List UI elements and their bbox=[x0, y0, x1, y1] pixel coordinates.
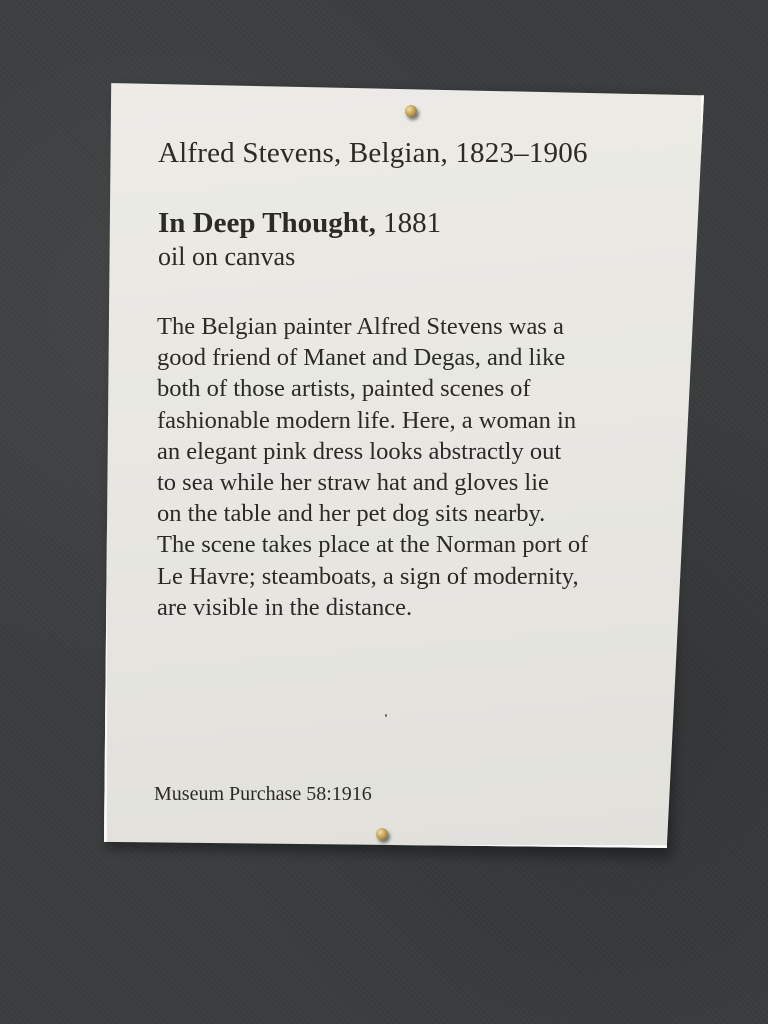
bottom-mounting-pin-icon bbox=[376, 828, 388, 840]
dust-speck bbox=[385, 714, 387, 717]
description-line: are visible in the distance. bbox=[157, 593, 413, 621]
description-line: The Belgian painter Alfred Stevens was a bbox=[157, 313, 564, 340]
museum-wall-label bbox=[104, 80, 704, 848]
artwork-title: In Deep Thought, bbox=[158, 207, 376, 239]
description-line: good friend of Manet and Degas, and like bbox=[157, 344, 566, 372]
artist-line: Alfred Stevens, Belgian, 1823–1906 bbox=[158, 137, 588, 169]
artwork-title-line bbox=[158, 207, 441, 240]
top-mounting-pin-icon bbox=[405, 105, 417, 117]
description-line: both of those artists, painted scenes of bbox=[157, 375, 531, 403]
description-line: to sea while her straw hat and gloves lie bbox=[157, 469, 549, 497]
artwork-year: 1881 bbox=[383, 207, 442, 239]
credit-line: Museum Purchase 58:1916 bbox=[154, 783, 372, 805]
description bbox=[157, 311, 657, 623]
artwork-medium: oil on canvas bbox=[158, 242, 296, 271]
description-line: Le Havre; steamboats, a sign of modernity, bbox=[157, 562, 579, 590]
description-line: The scene takes place at the Norman port of bbox=[157, 531, 589, 559]
description-line: on the table and her pet dog sits nearby. bbox=[157, 500, 546, 528]
description-line: fashionable modern life. Here, a woman in bbox=[157, 406, 577, 434]
description-line: an elegant pink dress looks abstractly out bbox=[157, 437, 562, 465]
